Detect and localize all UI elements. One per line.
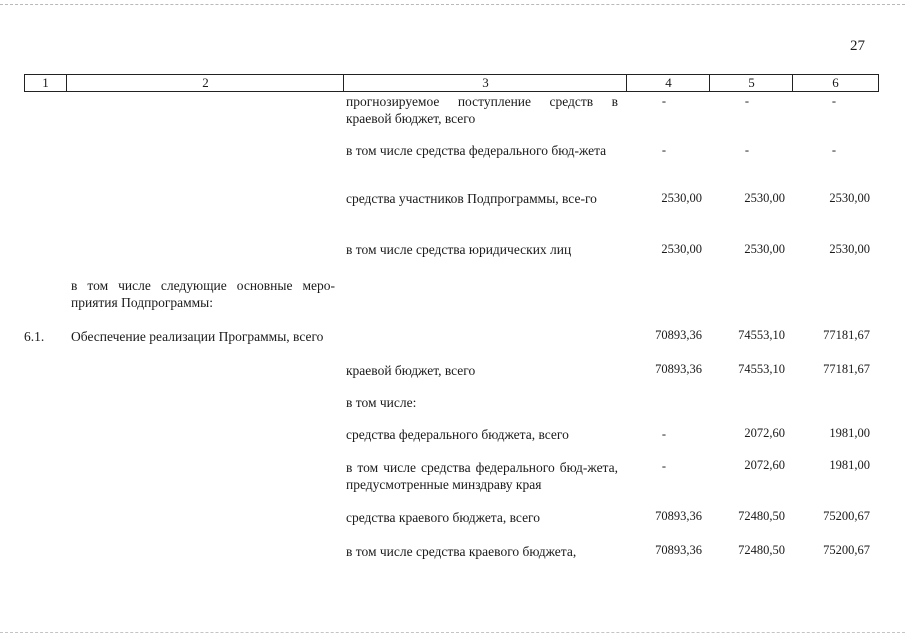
table-cell-col5: 2072,60: [744, 426, 785, 440]
table-cell-description: в том числе средства краевого бюджета,: [346, 544, 577, 559]
table-cell-col6: 77181,67: [823, 362, 870, 376]
table-cell-col4: -: [661, 94, 667, 108]
table-cell-col6: 2530,00: [829, 191, 870, 205]
table-cell-col6: 1981,00: [829, 426, 870, 440]
table-cell-col5: 74553,10: [738, 362, 785, 376]
table-cell-col4: -: [661, 459, 667, 473]
page-number: 27: [850, 38, 865, 54]
table-cell-description: средства федерального бюджета, всего: [346, 427, 569, 442]
table-cell-col5: 72480,50: [738, 509, 785, 523]
table-cell-col5: 2072,60: [744, 458, 785, 472]
table-cell-description: прогнозируемое поступление средств в краевой бюджет, всего: [346, 94, 618, 126]
header-col-1: 1: [42, 75, 49, 90]
table-cell-col5: 74553,10: [738, 328, 785, 342]
table-cell-description: в том числе:: [346, 395, 417, 410]
table-cell-description: в том числе средства федерального бюд-жета, предусмотренные минздраву края: [346, 460, 618, 492]
table-cell-col5: -: [744, 94, 750, 108]
table-cell-col4: 70893,36: [655, 543, 702, 557]
table-cell-description: в том числе средства федерального бюд-жета: [346, 143, 607, 158]
scan-bottom-edge: [0, 632, 905, 633]
table-cell-col4: 70893,36: [655, 362, 702, 376]
table-cell-col4: -: [661, 427, 667, 441]
table-cell-col6: -: [831, 143, 837, 157]
scan-top-edge: [0, 4, 905, 5]
table-cell-col5: -: [744, 143, 750, 157]
table-cell-description: в том числе средства юридических лиц: [346, 242, 572, 257]
table-cell-col5: 2530,00: [744, 242, 785, 256]
table-cell-col5: 2530,00: [744, 191, 785, 205]
table-cell-description: средства краевого бюджета, всего: [346, 510, 541, 525]
table-cell-col6: 77181,67: [823, 328, 870, 342]
table-cell-activity: Обеспечение реализации Программы, всего: [71, 329, 324, 344]
header-col-2: 2: [66, 75, 344, 91]
table-cell-col4: 70893,36: [655, 328, 702, 342]
table-cell-col4: 70893,36: [655, 509, 702, 523]
table-cell-col5: 72480,50: [738, 543, 785, 557]
table-cell-description: краевой бюджет, всего: [346, 363, 476, 378]
table-cell-col4: -: [661, 143, 667, 157]
table-cell-col6: -: [831, 94, 837, 108]
table-cell-number: 6.1.: [24, 329, 45, 344]
table-cell-description: средства участников Подпрограммы, все-го: [346, 191, 597, 206]
table-cell-activity: в том числе следующие основные меро-приятия Подпрограммы:: [71, 278, 335, 310]
table-header-row: [24, 74, 879, 92]
table-cell-col4: 2530,00: [661, 242, 702, 256]
header-col-6: 6: [792, 75, 878, 91]
header-col-3: 3: [343, 75, 627, 91]
header-col-4: 4: [626, 75, 710, 91]
table-cell-col6: 75200,67: [823, 543, 870, 557]
header-col-5: 5: [709, 75, 793, 91]
table-cell-col6: 2530,00: [829, 242, 870, 256]
table-cell-col4: 2530,00: [661, 191, 702, 205]
table-cell-col6: 1981,00: [829, 458, 870, 472]
table-cell-col6: 75200,67: [823, 509, 870, 523]
